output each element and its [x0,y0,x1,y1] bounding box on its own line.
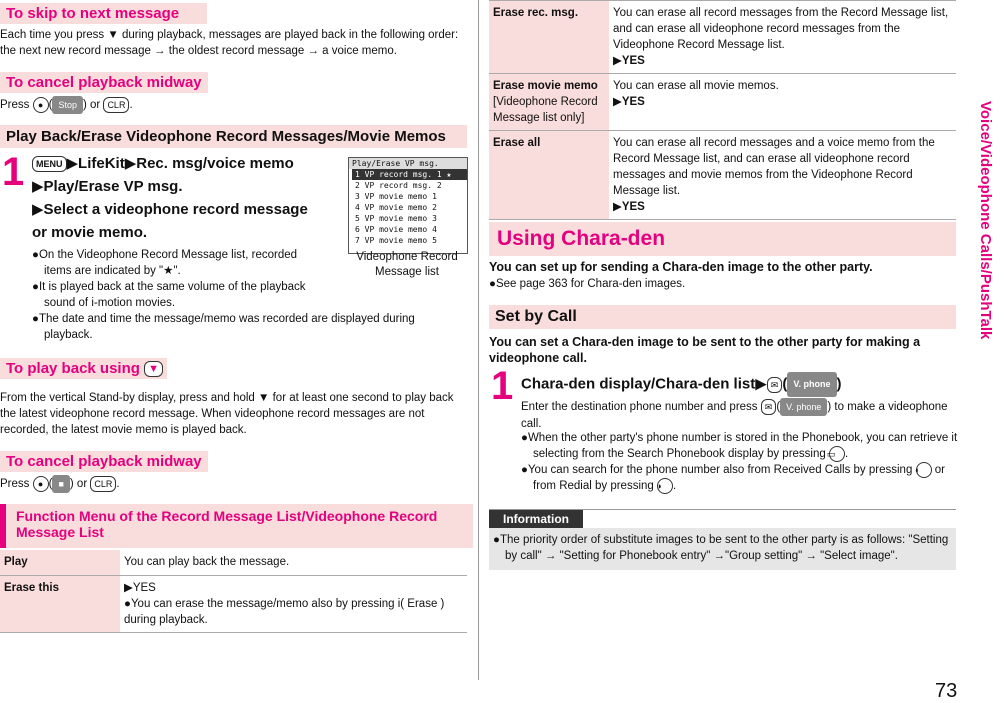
fn-desc: You can erase all movie memos. ▶YES [609,74,956,131]
info-header: Information [489,510,583,528]
screen-caption: Videophone Record Message list [356,251,458,278]
function-table [0,550,467,633]
bullet-3: ●The date and time the message/memo was recorded are displayed during playback. [32,313,415,341]
table-row [489,1,956,74]
step1-line4: or movie memo. [32,224,148,241]
playback-text: From the vertical Stand-by display, press and hold ▼ for at least one second to play back the latest videophone record message. When videophone record messages are not recorded, the latest movie memo is played back. [0,392,454,436]
screen-list-item: 4 VP movie memo 2 [355,203,437,212]
setby-intro: You can set a Chara-den image to be sent to the other party for making a videophone call. [489,335,921,365]
fn-desc: You can erase all record messages from the Record Message list, and can erase all videophone record messages from the Videophone Record Message list. ▶YES [609,1,956,74]
cancel-text-2: Press ● ( ■ ) or CLR . [0,475,120,493]
stop-softkey-2: ■ [52,475,69,493]
info-box [489,528,956,570]
down-key-icon: ▼ [144,361,163,377]
screen-title: Play/Erase VP msg. [349,158,467,169]
fn-name: Erase rec. msg. [489,1,609,74]
clr-key-icon-2: CLR [90,476,116,492]
phonebook-key-icon: ▭ [829,446,845,462]
center-key-icon: ● [33,97,49,113]
fn-desc: You can erase all record messages and a voice memo from the Record Message list, and can erase all videophone record messages and movie memos from the Videophone Record Message list. ▶YES [609,131,956,220]
skip-text: Each time you press ▼ during playback, messages are played back in the following order: the next new record message → the oldest record message → a voice memo. [0,29,459,57]
step1-right: Chara-den display/Chara-den list▶ ✉ ( V. phone ) [521,372,951,397]
page-number: 73 [935,680,958,702]
cancel-heading-1: To cancel playback midway [0,72,208,93]
table-row [0,576,467,633]
fn-name: Erase this [0,576,120,633]
step-number-1: 1 [2,150,25,194]
screen-list-item: 3 VP movie memo 1 [355,192,437,201]
fn-name: Erase movie memo [Videophone Record Message list only] [489,74,609,131]
screen-list [349,169,467,246]
function-title: Function Menu of the Record Message List/Videophone Record Message List [16,508,438,540]
vphone-softkey-2: V. phone [780,398,827,416]
step-number-1-right: 1 [491,364,514,408]
received-key-icon: ◐ [916,462,932,478]
skip-heading: To skip to next message [0,3,207,24]
cancel-heading-2: To cancel playback midway [0,451,208,472]
vphone-softkey: V. phone [787,372,836,397]
chara-see: ●See page 363 for Chara-den images. [489,278,686,290]
center-key-icon-2: ● [33,476,49,492]
stop-softkey: Stop [52,96,83,114]
fn-name: Play [0,550,120,576]
screen-list-item: 1 VP record msg. 1 ★ [352,169,467,180]
redial-key-icon: ◑ [657,478,673,494]
info-text: ●The priority order of substitute images to be sent to the other party is as follows: "Setting by call" → "Setting for Phonebook entry" →"Group setting" → "Select image". [493,534,949,562]
step1-line3: ▶Select a videophone record message [32,201,308,218]
mail-key-icon: ✉ [767,377,783,393]
phone-screen [348,157,468,254]
step1-line2: ▶Play/Erase VP msg. [32,178,183,195]
step-bullet-2: ●You can search for the phone number also from Received Calls by pressing ◐ or from Redial by pressing ◑ . [521,462,958,494]
erase-table [489,0,956,220]
menu-key-icon: MENU [32,156,67,172]
right-column [489,0,958,562]
bullet-1: ●On the Videophone Record Message list, recorded items are indicated by "★". [32,249,297,277]
side-title [973,96,999,396]
table-row [0,550,467,576]
clr-key-icon: CLR [103,97,129,113]
step1-line1: MENU ▶LifeKit▶Rec. msg/voice memo [32,152,337,175]
section-title: Play Back/Erase Videophone Record Messages/Movie Memos [0,125,467,148]
step-bullet-1: ●When the other party's phone number is stored in the Phonebook, you can retrieve it selecting from the Search Phonebook display by pressing ▭ . [521,432,958,461]
mail-key-icon-2: ✉ [761,399,777,415]
chara-intro: You can set up for sending a Chara-den image to the other party. [489,260,873,274]
column-divider [478,0,479,680]
chara-title: Using Chara-den [489,222,956,256]
fn-desc: ▶YES ●You can erase the message/memo also by pressing i( Erase ) during playback. [120,576,467,633]
table-row [489,74,956,131]
screen-list-item: 7 VP movie memo 5 [355,236,437,245]
fn-desc: You can play back the message. [120,550,467,576]
screen-list-item: 2 VP record msg. 2 [355,181,442,190]
bullet-2: ●It is played back at the same volume of the playback sound of i-motion movies. [32,281,306,309]
side-title-text: Voice/Videophone Calls/PushTalk [977,101,994,340]
screen-list-item: 6 VP movie memo 4 [355,225,437,234]
step1-sub: Enter the destination phone number and press ✉ ( V. phone ) to make a videophone call. [521,398,951,432]
cancel-text-1: Press ● ( Stop ) or CLR . [0,96,133,114]
playback-heading: To play back using ▼ [0,358,167,379]
table-row [489,131,956,220]
screen-list-item: 5 VP movie memo 3 [355,214,437,223]
fn-name: Erase all [489,131,609,220]
setby-title: Set by Call [489,305,956,329]
